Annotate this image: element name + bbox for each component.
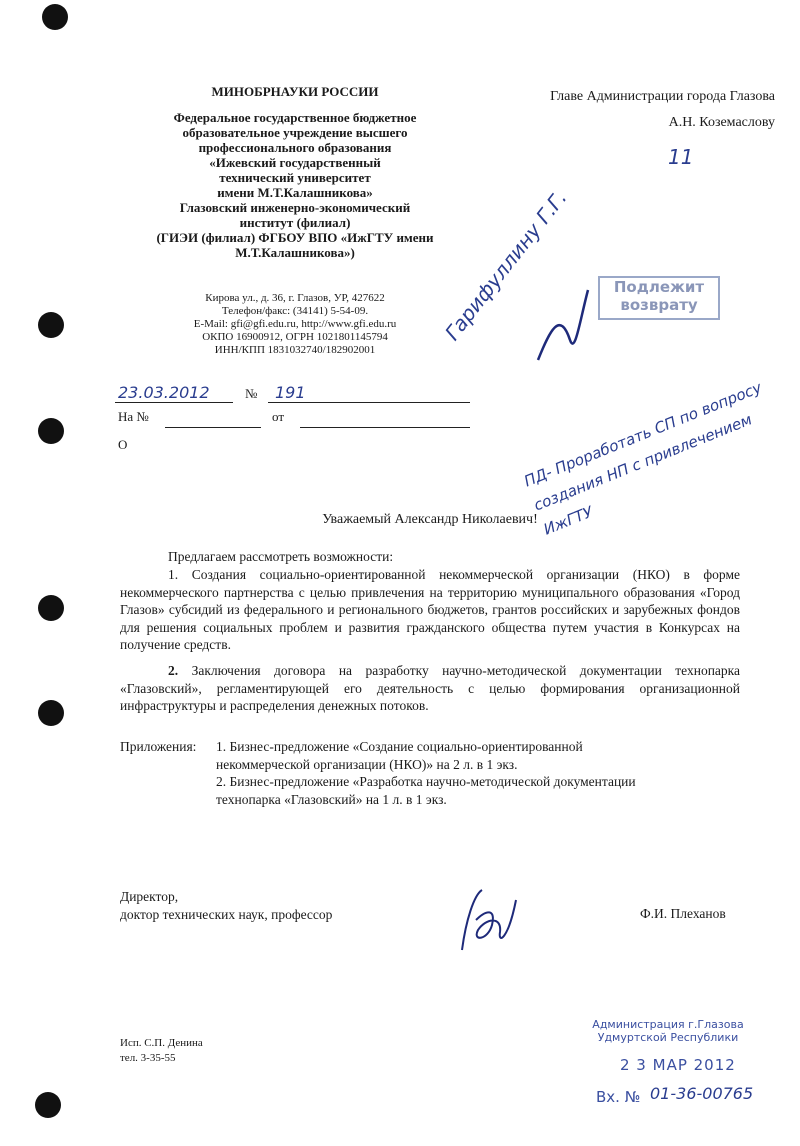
org-line: (ГИЭИ (филиал) ФГБОУ ВПО «ИжГТУ имени bbox=[156, 230, 434, 245]
resolution-instruction: ПД- Проработать СП по вопросу создания НП с привлечением ИжГТУ bbox=[521, 378, 765, 539]
greeting: Уважаемый Александр Николаевич! bbox=[322, 512, 538, 527]
contact-okpo: ОКПО 16900912, ОГРН 1021801145794 bbox=[202, 331, 388, 343]
intro-text: Предлагаем рассмотреть возможности: bbox=[168, 549, 394, 564]
incoming-stamp-date: 2 3 МАР 2012 bbox=[620, 1056, 736, 1074]
binder-hole bbox=[35, 1092, 61, 1118]
subject-label: О bbox=[118, 437, 128, 452]
proposal-item-1: 1. Создания социально-ориентированной некоммерческой организации (НКО) в форме некоммерческого партнерства с целью привлечения на территорию муниципального образования «Город Глазов» субсидий из федерального и регионального бюджетов, грантов российских и зарубежных фондов для решения социальных проблем и развития гражданского общества путем участия в Конкурсах на получение средств. bbox=[120, 567, 740, 652]
outgoing-number: 191 bbox=[275, 383, 306, 402]
attachment-2: 2. Бизнес-предложение «Разработка научно-методической документации bbox=[216, 774, 636, 789]
director-signature bbox=[452, 880, 522, 960]
contact-address: Кирова ул., д. 36, г. Глазов, УР, 427622 bbox=[205, 292, 385, 304]
contact-phone: Телефон/факс: (34141) 5-54-09. bbox=[221, 305, 369, 317]
signatory-name: Ф.И. Плеханов bbox=[640, 906, 726, 921]
na-label: На № bbox=[118, 409, 149, 424]
incoming-stamp-line1: Администрация г.Глазова bbox=[592, 1018, 744, 1031]
sender-contacts bbox=[150, 292, 440, 357]
org-line: образовательное учреждение высшего bbox=[182, 125, 408, 140]
incoming-stamp-number: 01-36-00765 bbox=[650, 1084, 754, 1103]
attachments-label: Приложения: bbox=[120, 739, 197, 754]
incoming-stamp-line2: Удмуртской Республики bbox=[597, 1031, 739, 1044]
attachment-2-cont: технопарка «Глазовский» на 1 л. в 1 экз. bbox=[216, 791, 447, 807]
contact-inn: ИНН/КПП 1831032740/182902001 bbox=[214, 344, 376, 356]
org-line: технический университет bbox=[219, 170, 371, 185]
org-line: имени М.Т.Калашникова» bbox=[217, 185, 373, 200]
org-line: Глазовский инженерно-экономический bbox=[179, 200, 411, 215]
ot-label: от bbox=[272, 409, 285, 424]
executor-name: Исп. С.П. Денина bbox=[120, 1037, 203, 1049]
ministry-name: МИНОБРНАУКИ РОССИИ bbox=[211, 84, 379, 99]
item2-text: Заключения договора на разработку научно-методической документации технопарка «Глазовский», регламентирующей его деятельность с целью формирования организационной инфраструктуры и распределения денежных потоков. bbox=[120, 663, 741, 713]
binder-hole bbox=[38, 700, 64, 726]
binder-hole bbox=[38, 595, 64, 621]
org-line: «Ижевский государственный bbox=[209, 155, 381, 170]
incoming-stamp-num-label: Вх. № bbox=[596, 1088, 641, 1106]
recipient-title: Главе Администрации города Глазова bbox=[550, 89, 775, 104]
org-line: Федеральное государственное бюджетное bbox=[173, 110, 417, 125]
org-line: институт (филиал) bbox=[239, 215, 351, 230]
resolution-signature bbox=[530, 280, 600, 370]
attachments-list bbox=[216, 738, 636, 808]
org-line: М.Т.Калашникова») bbox=[235, 245, 355, 260]
incoming-stamp-org bbox=[588, 1018, 748, 1044]
outgoing-date: 23.03.2012 bbox=[118, 383, 210, 402]
na-underline bbox=[165, 427, 261, 428]
return-stamp-text: Подлежит возврату bbox=[613, 278, 705, 314]
contact-email: E-Mail: gfi@gfi.edu.ru, http://www.gfi.edu.ru bbox=[193, 318, 397, 330]
number-label: № bbox=[245, 386, 258, 401]
sender-org bbox=[120, 110, 470, 260]
signatory-title bbox=[120, 888, 332, 924]
resolution-number: 11 bbox=[668, 145, 694, 169]
binder-hole bbox=[38, 312, 64, 338]
attachment-1-cont: некоммерческой организации (НКО)» на 2 л. в 1 экз. bbox=[216, 756, 518, 772]
binder-hole bbox=[38, 418, 64, 444]
executor-phone: тел. 3-35-55 bbox=[120, 1052, 176, 1064]
return-stamp bbox=[598, 276, 720, 320]
signatory-position: Директор, bbox=[120, 889, 179, 904]
executor bbox=[120, 1036, 203, 1066]
org-line: профессионального образования bbox=[198, 140, 392, 155]
recipient bbox=[490, 84, 775, 136]
attachment-1: 1. Бизнес-предложение «Создание социально-ориентированной bbox=[216, 739, 583, 754]
date-underline bbox=[115, 402, 233, 403]
number-underline bbox=[268, 402, 470, 403]
proposal-item-2 bbox=[120, 662, 740, 715]
ot-underline bbox=[300, 427, 470, 428]
item2-number: 2. bbox=[168, 663, 179, 678]
signatory-degree: доктор технических наук, профессор bbox=[120, 907, 333, 922]
resolution-addressee: Гарифуллину Г.Г. bbox=[440, 185, 572, 345]
binder-hole bbox=[42, 4, 68, 30]
recipient-name: А.Н. Коземаслову bbox=[668, 115, 775, 130]
